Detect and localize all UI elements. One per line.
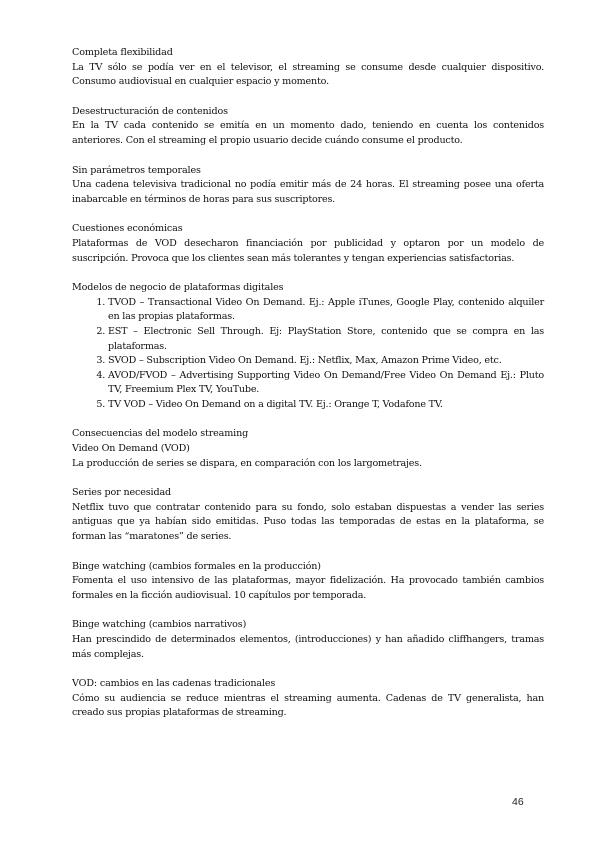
section-body: En la TV cada contenido se emitía en un momento dado, teniendo en cuenta los contenidos anteriores. Con el streaming el propio usuario decide cuándo consume el producto. bbox=[72, 120, 544, 146]
section-heading: Cuestiones económicas bbox=[72, 223, 183, 235]
section-heading: Completa flexibilidad bbox=[72, 47, 173, 58]
list-item: 1. TVOD – Transactional Video On Demand. Ej.: Apple iTunes, Google Play, contenido alquiler en las propias plataformas. bbox=[108, 296, 544, 325]
section-body: La producción de series se dispara, en comparación con los largometrajes. bbox=[72, 457, 422, 469]
section-body: Han prescindido de determinados elementos, (introducciones) y han añadido cliffhangers, tramas más complejas. bbox=[72, 634, 544, 660]
section-body: Fomenta el uso intensivo de las plataformas, mayor fidelización. Ha provocado también cambios formales en la ficción audiovisual. 10 capítulos por temporada. bbox=[72, 575, 544, 601]
section-subheading: Video On Demand (VOD) bbox=[72, 443, 190, 455]
section-binge-formales bbox=[72, 560, 544, 604]
section-completa-flexibilidad bbox=[72, 46, 544, 90]
section-vod-cadenas bbox=[72, 677, 544, 721]
section-heading: Modelos de negocio de plataformas digitales bbox=[72, 282, 284, 294]
section-series-por-necesidad bbox=[72, 486, 544, 544]
list-item: 2. EST – Electronic Sell Through. Ej: PlayStation Store, contenido que se compra en las plataformas. bbox=[108, 325, 544, 354]
section-heading: Consecuencias del modelo streaming bbox=[72, 428, 249, 440]
list-item: 4. AVOD/FVOD – Advertising Supporting Video On Demand/Free Video On Demand Ej.: Pluto TV, Freemium Plex TV, YouTube. bbox=[108, 369, 544, 398]
section-heading: Binge watching (cambios formales en la producción) bbox=[72, 560, 321, 572]
section-body: Una cadena televisiva tradicional no podía emitir más de 24 horas. El streaming posee una oferta inabarcable en términos de horas para sus suscriptores. bbox=[72, 179, 544, 205]
section-binge-narrativos bbox=[72, 618, 544, 662]
section-consecuencias bbox=[72, 427, 544, 471]
page-number: 46 bbox=[512, 796, 524, 808]
section-modelos-negocio bbox=[72, 281, 544, 412]
section-sin-parametros bbox=[72, 164, 544, 208]
list-item: 3. SVOD – Subscription Video On Demand. Ej.: Netflix, Max, Amazon Prime Video, etc. bbox=[108, 354, 544, 369]
section-body: Plataformas de VOD desecharon financiación por publicidad y optaron por un modelo de suscripción. Provoca que los clientes sean más tolerantes y tengan experiencias satisfactorias. bbox=[72, 237, 544, 264]
list-item: 5. TV VOD – Video On Demand on a digital TV. Ej.: Orange T, Vodafone TV. bbox=[108, 398, 544, 413]
section-desestructuracion bbox=[72, 105, 544, 149]
section-heading: Sin parámetros temporales bbox=[72, 164, 201, 176]
section-body: Cómo su audiencia se reduce mientras el streaming aumenta. Cadenas de TV generalista, han creado sus propias plataformas de streaming. bbox=[72, 692, 544, 719]
business-models-list bbox=[72, 296, 544, 413]
section-cuestiones-economicas bbox=[72, 222, 544, 266]
section-heading: Binge watching (cambios narrativos) bbox=[72, 619, 247, 631]
section-heading: VOD: cambios en las cadenas tradicionales bbox=[72, 678, 276, 690]
section-body: La TV sólo se podía ver en el televisor, el streaming se consume desde cualquier dispositivo. Consumo audiovisual en cualquier espacio y momento. bbox=[72, 61, 544, 88]
section-body: Netflix tuvo que contratar contenido para su fondo, solo estaban dispuestas a vender las series antiguas que ya habían sido emitidas. Puso todas las temporadas de estas en la plataforma, se forman las “maratones” de series. bbox=[72, 501, 544, 543]
section-heading: Series por necesidad bbox=[72, 487, 172, 499]
section-heading: Desestructuración de contenidos bbox=[72, 105, 228, 117]
